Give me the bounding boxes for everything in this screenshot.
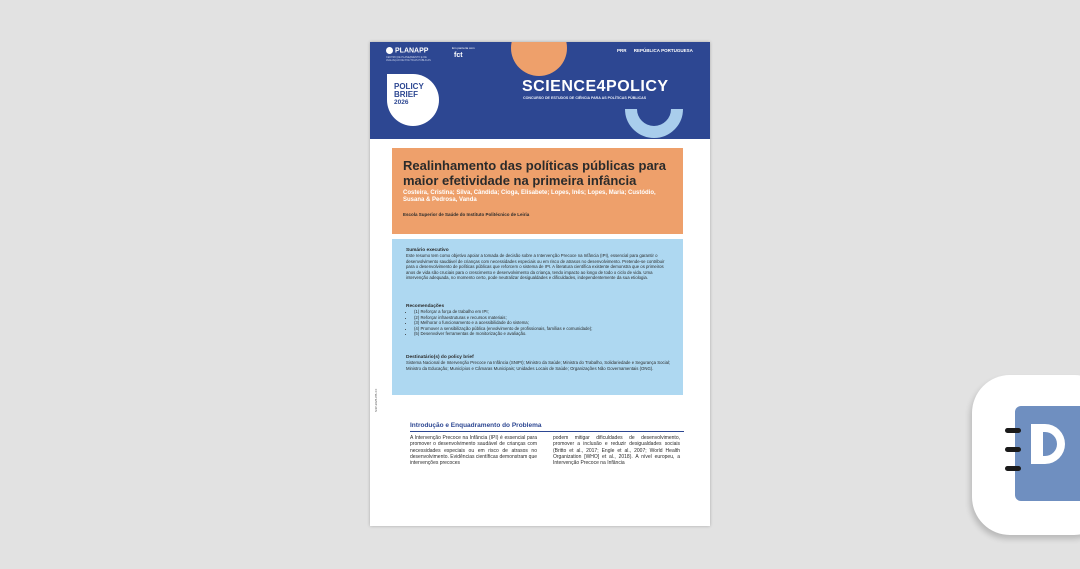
side-document-code: S4P-2025-PB-XX: [374, 388, 378, 412]
summary-box: [392, 239, 683, 395]
recipients: [406, 354, 671, 371]
recommendations: [406, 303, 671, 336]
recommendations-list: [406, 309, 671, 336]
intro-column-1: A Intervenção Precoce na Infância (IPI) é essencial para promover o desenvolvimento saudável de crianças com necessidades especiais ou em risco de atrasos no desenvolvimento. Evidências científicas demonstram que intervenções precoces: [410, 435, 538, 467]
intro-column-2: podem mitigar dificuldades de desenvolvimento, promover a inclusão e reduzir desigualdades sociais (Britto et al., 2017; Engle et al., 2007; World Health Organization [WHO] et al., 2018). A nível europeu, a Intervenção Precoce na Infância: [553, 435, 680, 467]
recipients-text: Sistema Nacional de Intervenção Precoce na Infância (SNIPI); Ministro da Saúde; Ministra do Trabalho, Solidariedade e Segurança Social; Ministro da Educação; Municípios e Câmaras Municipais; Unidades Locais de Saúde; Organizações Não Governamentais (ONG).: [406, 360, 671, 371]
title-box: [392, 148, 683, 234]
policy-brief-document: [370, 42, 710, 526]
brand-title: SCIENCE4POLICY: [522, 78, 669, 95]
binder-ring-icon: [1005, 466, 1021, 471]
list-item: • (2) Reforçar infraestruturas e recursos materiais;: [414, 315, 671, 320]
brand-subtitle: CONCURSO DE ESTUDOS DE CIÊNCIA PARA AS POLÍTICAS PÚBLICAS: [523, 96, 647, 100]
affiliation: Escola Superior de Saúde do Instituto Politécnico de Leiria: [403, 212, 530, 217]
binder-ring-icon: [1005, 447, 1021, 452]
authors: Costeira, Cristina; Silva, Cândida; Cioga, Elisabete; Lopes, Inês; Lopes, Maria; Custódio, Susana & Pedrosa, Vanda: [403, 190, 656, 203]
executive-summary-heading: Sumário executivo: [406, 248, 449, 253]
recipients-heading: Destinatário(s) do policy brief: [406, 355, 474, 360]
binder-ring-icon: [1005, 428, 1021, 433]
sponsor-label: Em parceria com: [452, 46, 475, 50]
notebook-icon: [1015, 406, 1080, 501]
list-item: • (3) Melhorar o funcionamento e a acessibilidade do sistema;: [414, 320, 671, 325]
list-item: • (5) Desenvolver ferramentas de monitorização e avaliação.: [414, 331, 671, 336]
document-title: Realinhamento das políticas públicas para maior efetividade na primeira infância: [403, 158, 666, 188]
list-item: • (4) Promover a sensibilização pública (envolvimento de profissionais, famílias e comunidade);: [414, 326, 671, 331]
orange-circle-decoration: [511, 42, 567, 76]
republica-logo: REPÚBLICA PORTUGUESA: [633, 48, 693, 53]
document-header: [370, 42, 710, 139]
planapp-logo-subtitle: CENTRO DE PLANEAMENTO E DE AVALIAÇÃO DE POLÍTICAS PÚBLICAS: [386, 56, 431, 62]
fct-logo: fct: [454, 52, 463, 59]
funding-logos: [617, 48, 699, 53]
section-heading: Introdução e Enquadramento do Problema: [410, 422, 684, 432]
planapp-logo: PLANAPP: [386, 47, 428, 54]
executive-summary: [406, 247, 671, 280]
recommendations-heading: Recomendações: [406, 304, 445, 309]
executive-summary-text: Este resumo tem como objetivo apoiar a tomada de decisão sobre a Intervenção Precoce na Infância (IPI), essencial para garantir o desenvolvimento saudável de crianças com necessidades especiais ou em risco de atrasos no desenvolvimento. Pretende-se contribuir para o desenvolvimento de políticas públicas que reforcem o sistema de IPI. A literatura científica existente demonstra que os primeiros anos de vida são cruciais para o crescimento e desenvolvimento da criança, tendo impacto ao longo de todo o ciclo de vida. Uma intervenção adequada, no momento certo, pode neutralizar desigualdades e dificuldades, independentemente da sua etiologia.: [406, 253, 665, 281]
policy-brief-badge-text: POLICY BRIEF 2026: [394, 82, 424, 106]
list-item: • (1) Reforçar a força de trabalho em IPI;: [414, 309, 671, 314]
prr-logo: PRR: [617, 48, 627, 53]
